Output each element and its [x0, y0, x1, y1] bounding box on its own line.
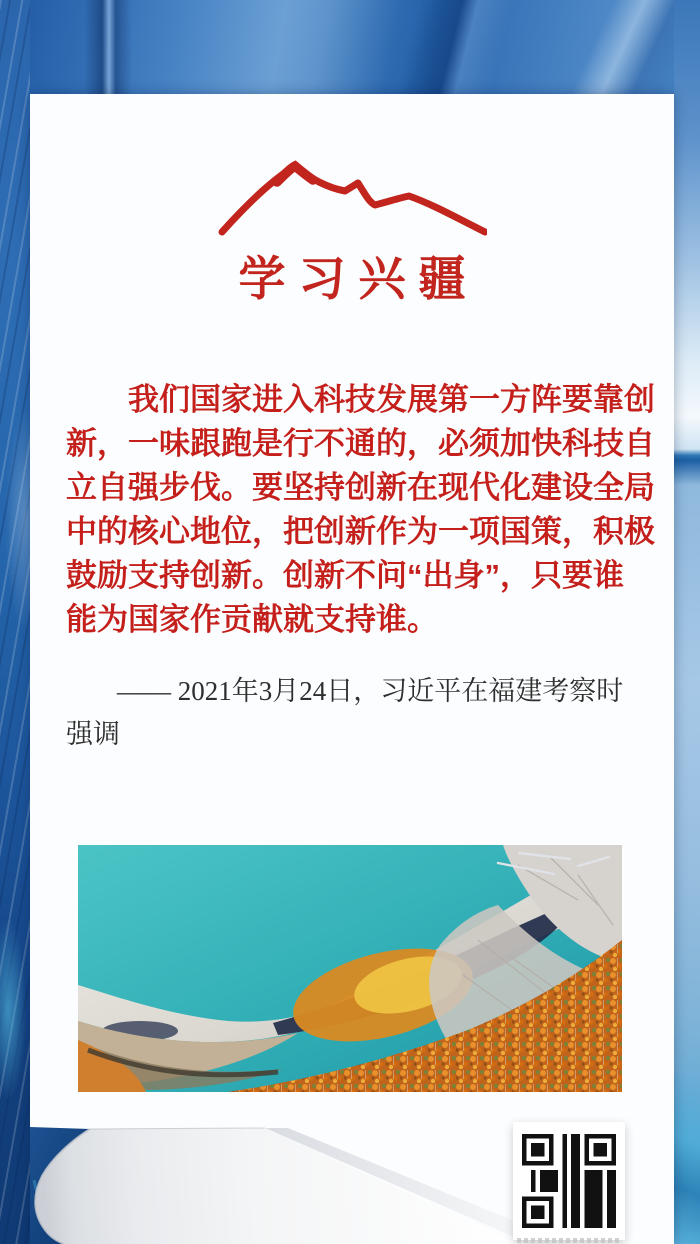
background-top-band — [0, 0, 700, 94]
page-curl — [30, 1118, 570, 1244]
attribution-line: 强调 — [66, 719, 120, 749]
poster-card — [30, 94, 674, 1244]
quote-line: 新，一味跟跑是行不通的，必须加快科技自 — [66, 426, 655, 461]
quote-block — [66, 378, 655, 642]
mountain-logo-icon — [217, 152, 487, 247]
quote-line: 中的核心地位，把创新作为一项国策，积极 — [66, 514, 655, 549]
attribution-line: —— 2021年3月24日，习近平在福建考察时 — [117, 676, 624, 706]
background-left-ribbons — [0, 0, 30, 1244]
quote-line: 立自强步伐。要坚持创新在现代化建设全局 — [66, 470, 655, 505]
share-qr-code — [513, 1122, 625, 1240]
quote-line: 能为国家作贡献就支持谁。 — [66, 602, 438, 637]
quote-attribution — [66, 670, 636, 756]
background-right-glow — [674, 0, 700, 1244]
quote-line: 鼓励支持创新。创新不问“出身”，只要谁 — [66, 558, 624, 593]
qr-caption-text-cutoff — [517, 1238, 621, 1243]
quote-line: 我们国家进入科技发展第一方阵要靠创 — [128, 382, 655, 417]
lake-shore-autumn-aerial-photo — [78, 845, 622, 1092]
brand-title: 学习兴疆 — [238, 254, 479, 306]
